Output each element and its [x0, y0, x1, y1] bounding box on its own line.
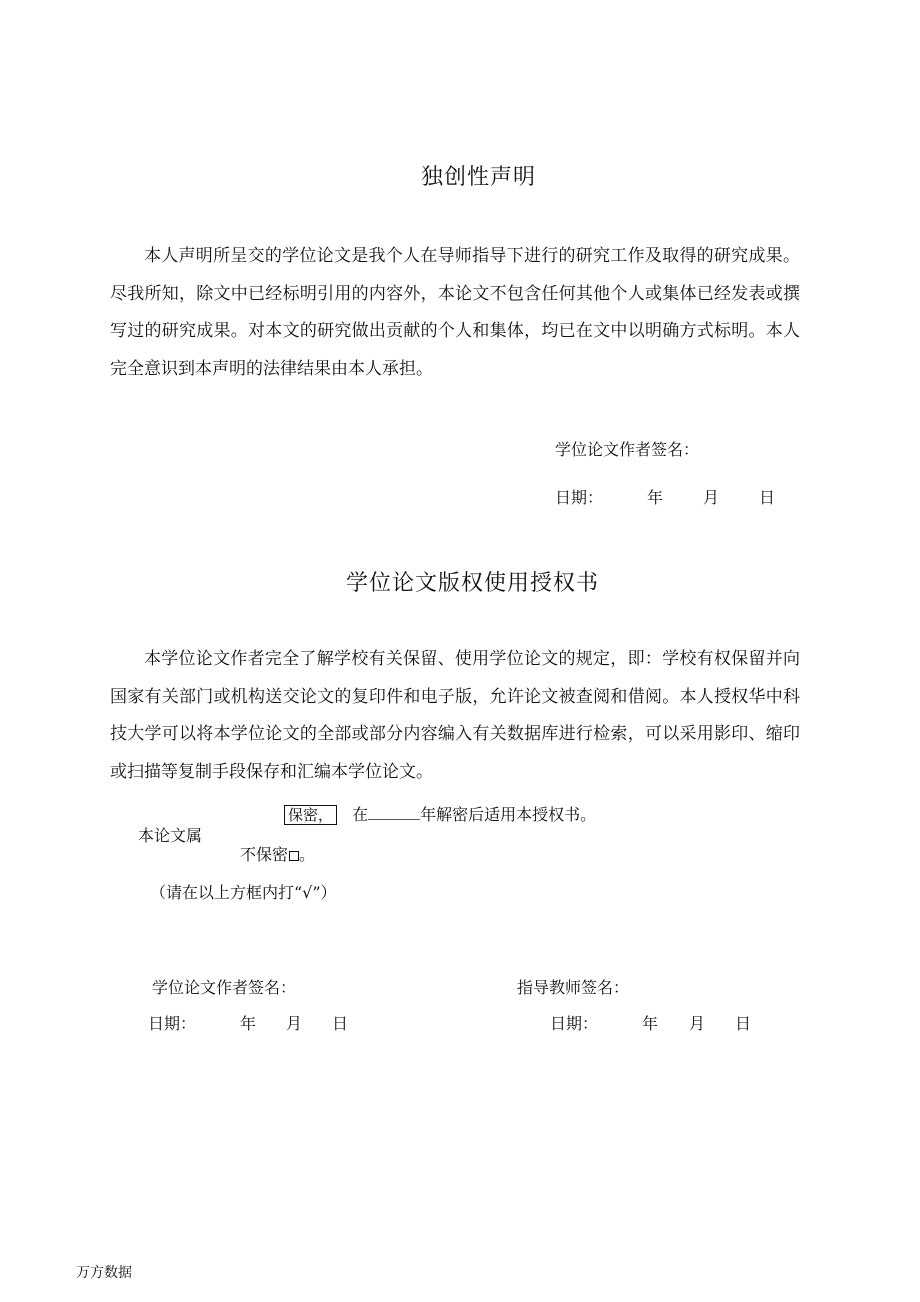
declaration-month: 月	[703, 488, 720, 507]
advisor-signature-label: 指导教师签名：	[517, 978, 630, 997]
declaration-title: 独创性声明	[421, 165, 537, 190]
author-date-label: 日期：	[148, 1014, 197, 1033]
authorization-title: 学位论文版权使用授权书	[346, 571, 600, 596]
decrypt-year-blank[interactable]	[368, 803, 420, 820]
authorization-body	[110, 641, 800, 791]
not-secret-row	[240, 842, 315, 865]
not-secret-checkbox[interactable]	[289, 851, 299, 861]
advisor-year: 年	[642, 1014, 659, 1033]
author-day: 日	[332, 1014, 349, 1033]
declaration-text: 本人声明所呈交的学位论文是我个人在导师指导下进行的研究工作及取得的研究成果。尽我所知，除文中已经标明引用的内容外，本论文不包含任何其他个人或集体已经发表或撰写过的研究成果。对本文的研究做出贡献的个人和集体，均已在文中以明确方式标明。本人完全意识到本声明的法律结果由本人承担。	[110, 246, 800, 379]
declaration-body	[110, 238, 800, 388]
secret-option-row	[284, 802, 596, 825]
auth-author-signature-label: 学位论文作者签名：	[152, 978, 297, 997]
wanfang-watermark: 万方数据	[76, 1265, 132, 1281]
declaration-day: 日	[759, 488, 776, 507]
advisor-day: 日	[735, 1014, 752, 1033]
secret-in-label: 在	[352, 805, 369, 824]
author-month: 月	[286, 1014, 303, 1033]
declaration-year: 年	[647, 488, 664, 507]
author-signature-label: 学位论文作者签名：	[555, 440, 700, 459]
authorization-text: 本学位论文作者完全了解学校有关保留、使用学位论文的规定，即：学校有权保留并向国家有关部门或机构送交论文的复印件和电子版，允许论文被查阅和借阅。本人授权华中科技大学可以将本学位论文的全部或部分内容编入有关数据库进行检索，可以采用影印、缩印或扫描等复制手段保存和汇编本学位论文。	[110, 649, 800, 782]
advisor-month: 月	[689, 1014, 706, 1033]
author-year: 年	[240, 1014, 257, 1033]
belongs-label: 本论文属	[138, 826, 203, 845]
declaration-date-label: 日期：	[555, 488, 604, 507]
secret-suffix: 年解密后适用本授权书。	[420, 805, 597, 824]
secret-checkbox[interactable]: 保密，	[284, 805, 337, 825]
checkmark-instruction: （请在以上方框内打“√”）	[150, 883, 337, 902]
not-secret-end: 。	[299, 845, 316, 864]
not-secret-label: 不保密	[240, 845, 289, 864]
advisor-date-label: 日期：	[550, 1014, 599, 1033]
